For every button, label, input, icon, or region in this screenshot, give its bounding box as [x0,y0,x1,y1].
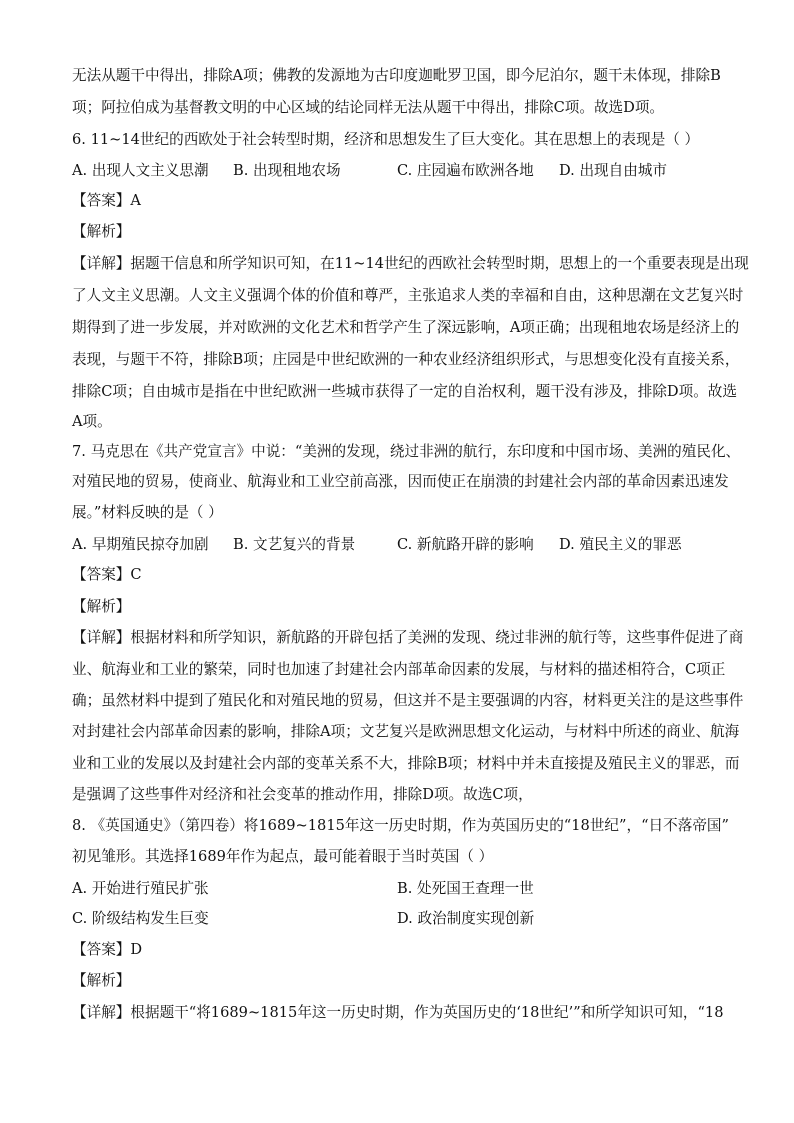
q6-detail-line: 排除C项；自由城市是指在中世纪欧洲一些城市获得了一定的自治权利，题干没有涉及，排除D项。故选 [72,383,737,400]
q6-detail-line: 表现，与题干不符，排除B项；庄园是中世纪欧洲的一种农业经济组织形式，与思想变化没有直接关系， [72,351,740,368]
q6-option-d: D. 出现自由城市 [559,162,668,179]
q8-option-a: A. 开始进行殖民扩张 [72,880,209,897]
q7-stem-line: 展。”材料反映的是（ ） [72,504,223,521]
q6-detail-line: 【详解】据题干信息和所学知识可知，在11~14世纪的西欧社会转型时期，思想上的一个重要表现是出现 [72,255,749,272]
q8-detail-line: 【详解】根据题干“将1689~1815年这一历史时期，作为英国历史的‘18世纪’”和所学知识可知，“18 [72,1004,724,1021]
q6-analysis-label: 【解析】 [72,223,131,240]
q6-detail-line: 期得到了进一步发展，并对欧洲的文化艺术和哲学产生了深远影响，A项正确；出现租地农场是经济上的 [72,319,740,336]
q7-stem-line: 7. 马克思在《共产党宣言》中说：“美洲的发现，绕过非洲的航行，东印度和中国市场、美洲的殖民化、 [72,443,741,460]
q6-option-c: C. 庄园遍布欧洲各地 [397,162,534,179]
intro-line-2: 项；阿拉伯成为基督教文明的中心区域的结论同样无法从题干中得出，排除C项。故选D项。 [72,99,665,116]
q6-answer: 【答案】A [72,192,141,209]
q7-detail-line: 确；虽然材料中提到了殖民化和对殖民地的贸易，但这并不是主要强调的内容，材料更关注的是这些事件 [72,692,744,709]
q6-detail-line: 了人文主义思潮。人文主义强调个体的价值和尊严，主张追求人类的幸福和自由，这种思潮在文艺复兴时 [72,287,744,304]
q8-option-d: D. 政治制度实现创新 [397,910,535,927]
q8-answer: 【答案】D [72,941,143,958]
q7-detail-line: 【详解】根据材料和所学知识，新航路的开辟包括了美洲的发现、绕过非洲的航行等，这些事件促进了商 [72,629,744,646]
q7-analysis-label: 【解析】 [72,598,131,615]
q7-detail-line: 业、航海业和工业的繁荣，同时也加速了封建社会内部革命因素的发展，与材料的描述相符合，C项正 [72,661,726,678]
q6-stem: 6. 11~14世纪的西欧处于社会转型时期，经济和思想发生了巨大变化。其在思想上的表现是（ ） [72,131,700,148]
q6-option-b: B. 出现租地农场 [233,162,341,179]
q7-answer: 【答案】C [72,566,142,583]
q7-detail-line: 业和工业的发展以及封建社会内部的变革关系不大，排除B项；材料中并未直接提及殖民主义的罪恶，而 [72,755,740,772]
q7-option-a: A. 早期殖民掠夺加剧 [72,536,209,553]
q8-option-c: C. 阶级结构发生巨变 [72,910,209,927]
q8-stem-line: 8. 《英国通史》（第四卷）将1689~1815年这一历史时期，作为英国历史的“18世纪”，“日不落帝国” [72,817,729,834]
q7-option-c: C. 新航路开辟的影响 [397,536,534,553]
q8-analysis-label: 【解析】 [72,972,131,989]
q8-option-b: B. 处死国王查理一世 [397,880,534,897]
q8-stem-line: 初见雏形。其选择1689年作为起点，最可能着眼于当时英国（ ） [72,848,494,865]
q6-detail-line: A项。 [72,413,112,430]
q6-option-a: A. 出现人文主义思潮 [72,162,209,179]
q7-option-b: B. 文艺复兴的背景 [233,536,356,553]
q7-option-d: D. 殖民主义的罪恶 [559,536,682,553]
q7-stem-line: 对殖民地的贸易，使商业、航海业和工业空前高涨，因而使正在崩溃的封建社会内部的革命因素迅速发 [72,473,729,490]
intro-line-1: 无法从题干中得出，排除A项；佛教的发源地为古印度迦毗罗卫国，即今尼泊尔，题干未体现，排除B [72,67,721,84]
q7-detail-line: 是强调了这些事件对经济和社会变革的推动作用，排除D项。故选C项， [72,786,533,803]
q7-detail-line: 对封建社会内部革命因素的影响，排除A项；文艺复兴是欧洲思想文化运动，与材料中所述的商业、航海 [72,723,740,740]
